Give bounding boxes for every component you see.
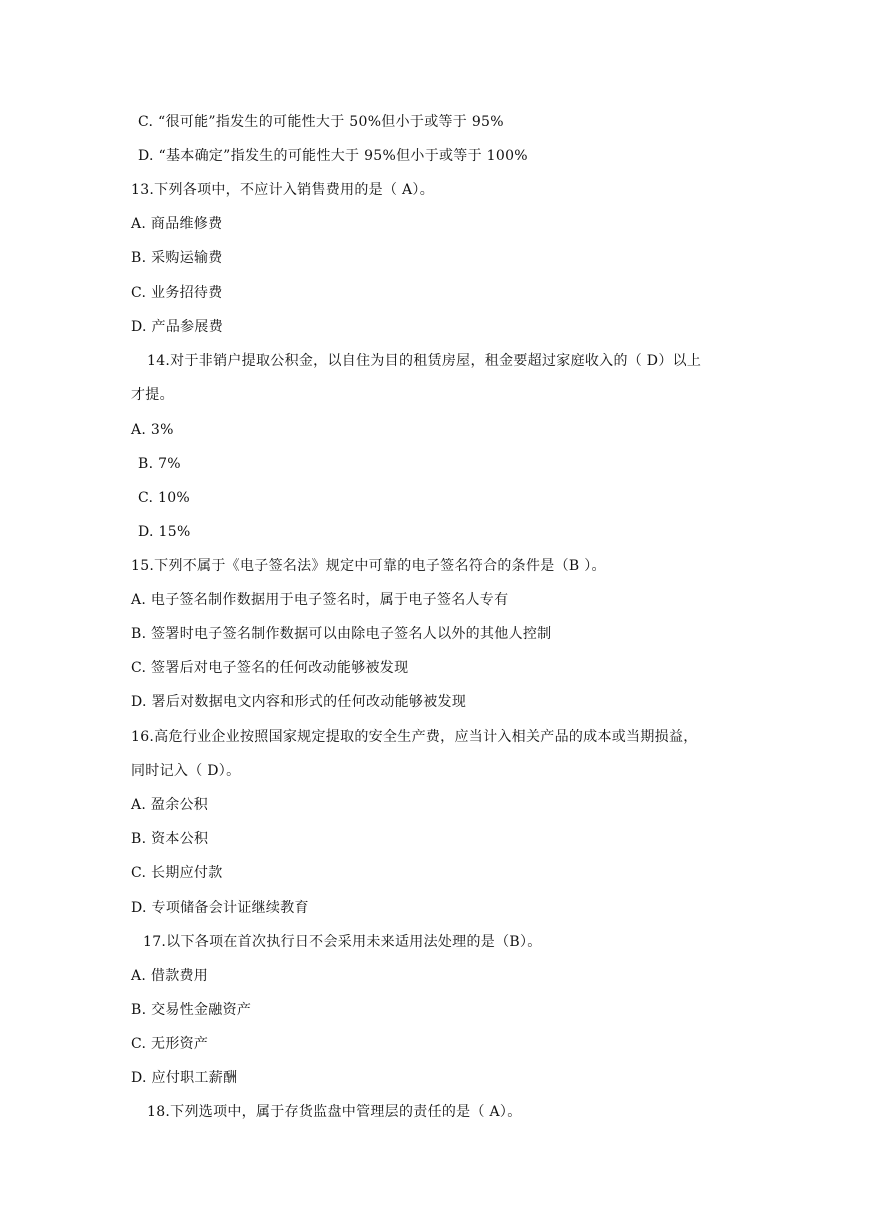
option-c-q16: C. 长期应付款 [131, 865, 223, 881]
option-d-q16: D. 专项储备会计证继续教育 [131, 900, 309, 916]
option-b-q13: B. 采购运输费 [131, 250, 223, 266]
option-d-q15: D. 署后对数据电文内容和形式的任何改动能够被发现 [131, 694, 467, 710]
option-c-q13: C. 业务招待费 [131, 285, 223, 301]
question-14-continued: 才提。 [131, 387, 174, 403]
option-a-q15: A. 电子签名制作数据用于电子签名时，属于电子签名人专有 [131, 592, 509, 608]
option-b-q17: B. 交易性金融资产 [131, 1002, 252, 1018]
option-a-q17: A. 借款费用 [131, 968, 209, 984]
option-a-q14: A. 3% [131, 422, 174, 438]
question-14: 14.对于非销户提取公积金，以自住为目的租赁房屋，租金要超过家庭收入的（ D）以上 [147, 353, 702, 369]
option-d-q12: D. “基本确定”指发生的可能性大于 95%但小于或等于 100% [138, 148, 528, 164]
option-d-q14: D. 15% [138, 524, 191, 540]
question-16-continued: 同时记入（ D）。 [131, 763, 241, 779]
option-d-q17: D. 应付职工薪酬 [131, 1070, 238, 1086]
question-16: 16.高危行业企业按照国家规定提取的安全生产费，应当计入相关产品的成本或当期损益， [131, 729, 698, 745]
question-17: 17.以下各项在首次执行日不会采用未来适用法处理的是（B）。 [143, 934, 542, 950]
option-d-q13: D. 产品参展费 [131, 319, 224, 335]
option-c-q12: C. “很可能”指发生的可能性大于 50%但小于或等于 95% [138, 114, 504, 130]
option-c-q15: C. 签署后对电子签名的任何改动能够被发现 [131, 660, 409, 676]
question-13: 13.下列各项中，不应计入销售费用的是（ A）。 [131, 182, 435, 198]
question-15: 15.下列不属于《电子签名法》规定中可靠的电子签名符合的条件是（B ）。 [131, 558, 606, 574]
option-c-q14: C. 10% [138, 490, 191, 506]
option-b-q16: B. 资本公积 [131, 831, 209, 847]
option-b-q15: B. 签署时电子签名制作数据可以由除电子签名人以外的其他人控制 [131, 626, 552, 642]
option-a-q13: A. 商品维修费 [131, 216, 223, 232]
option-b-q14: B. 7% [138, 456, 181, 472]
option-a-q16: A. 盈余公积 [131, 797, 209, 813]
question-18: 18.下列选项中，属于存货监盘中管理层的责任的是（ A）。 [147, 1104, 522, 1120]
option-c-q17: C. 无形资产 [131, 1036, 209, 1052]
